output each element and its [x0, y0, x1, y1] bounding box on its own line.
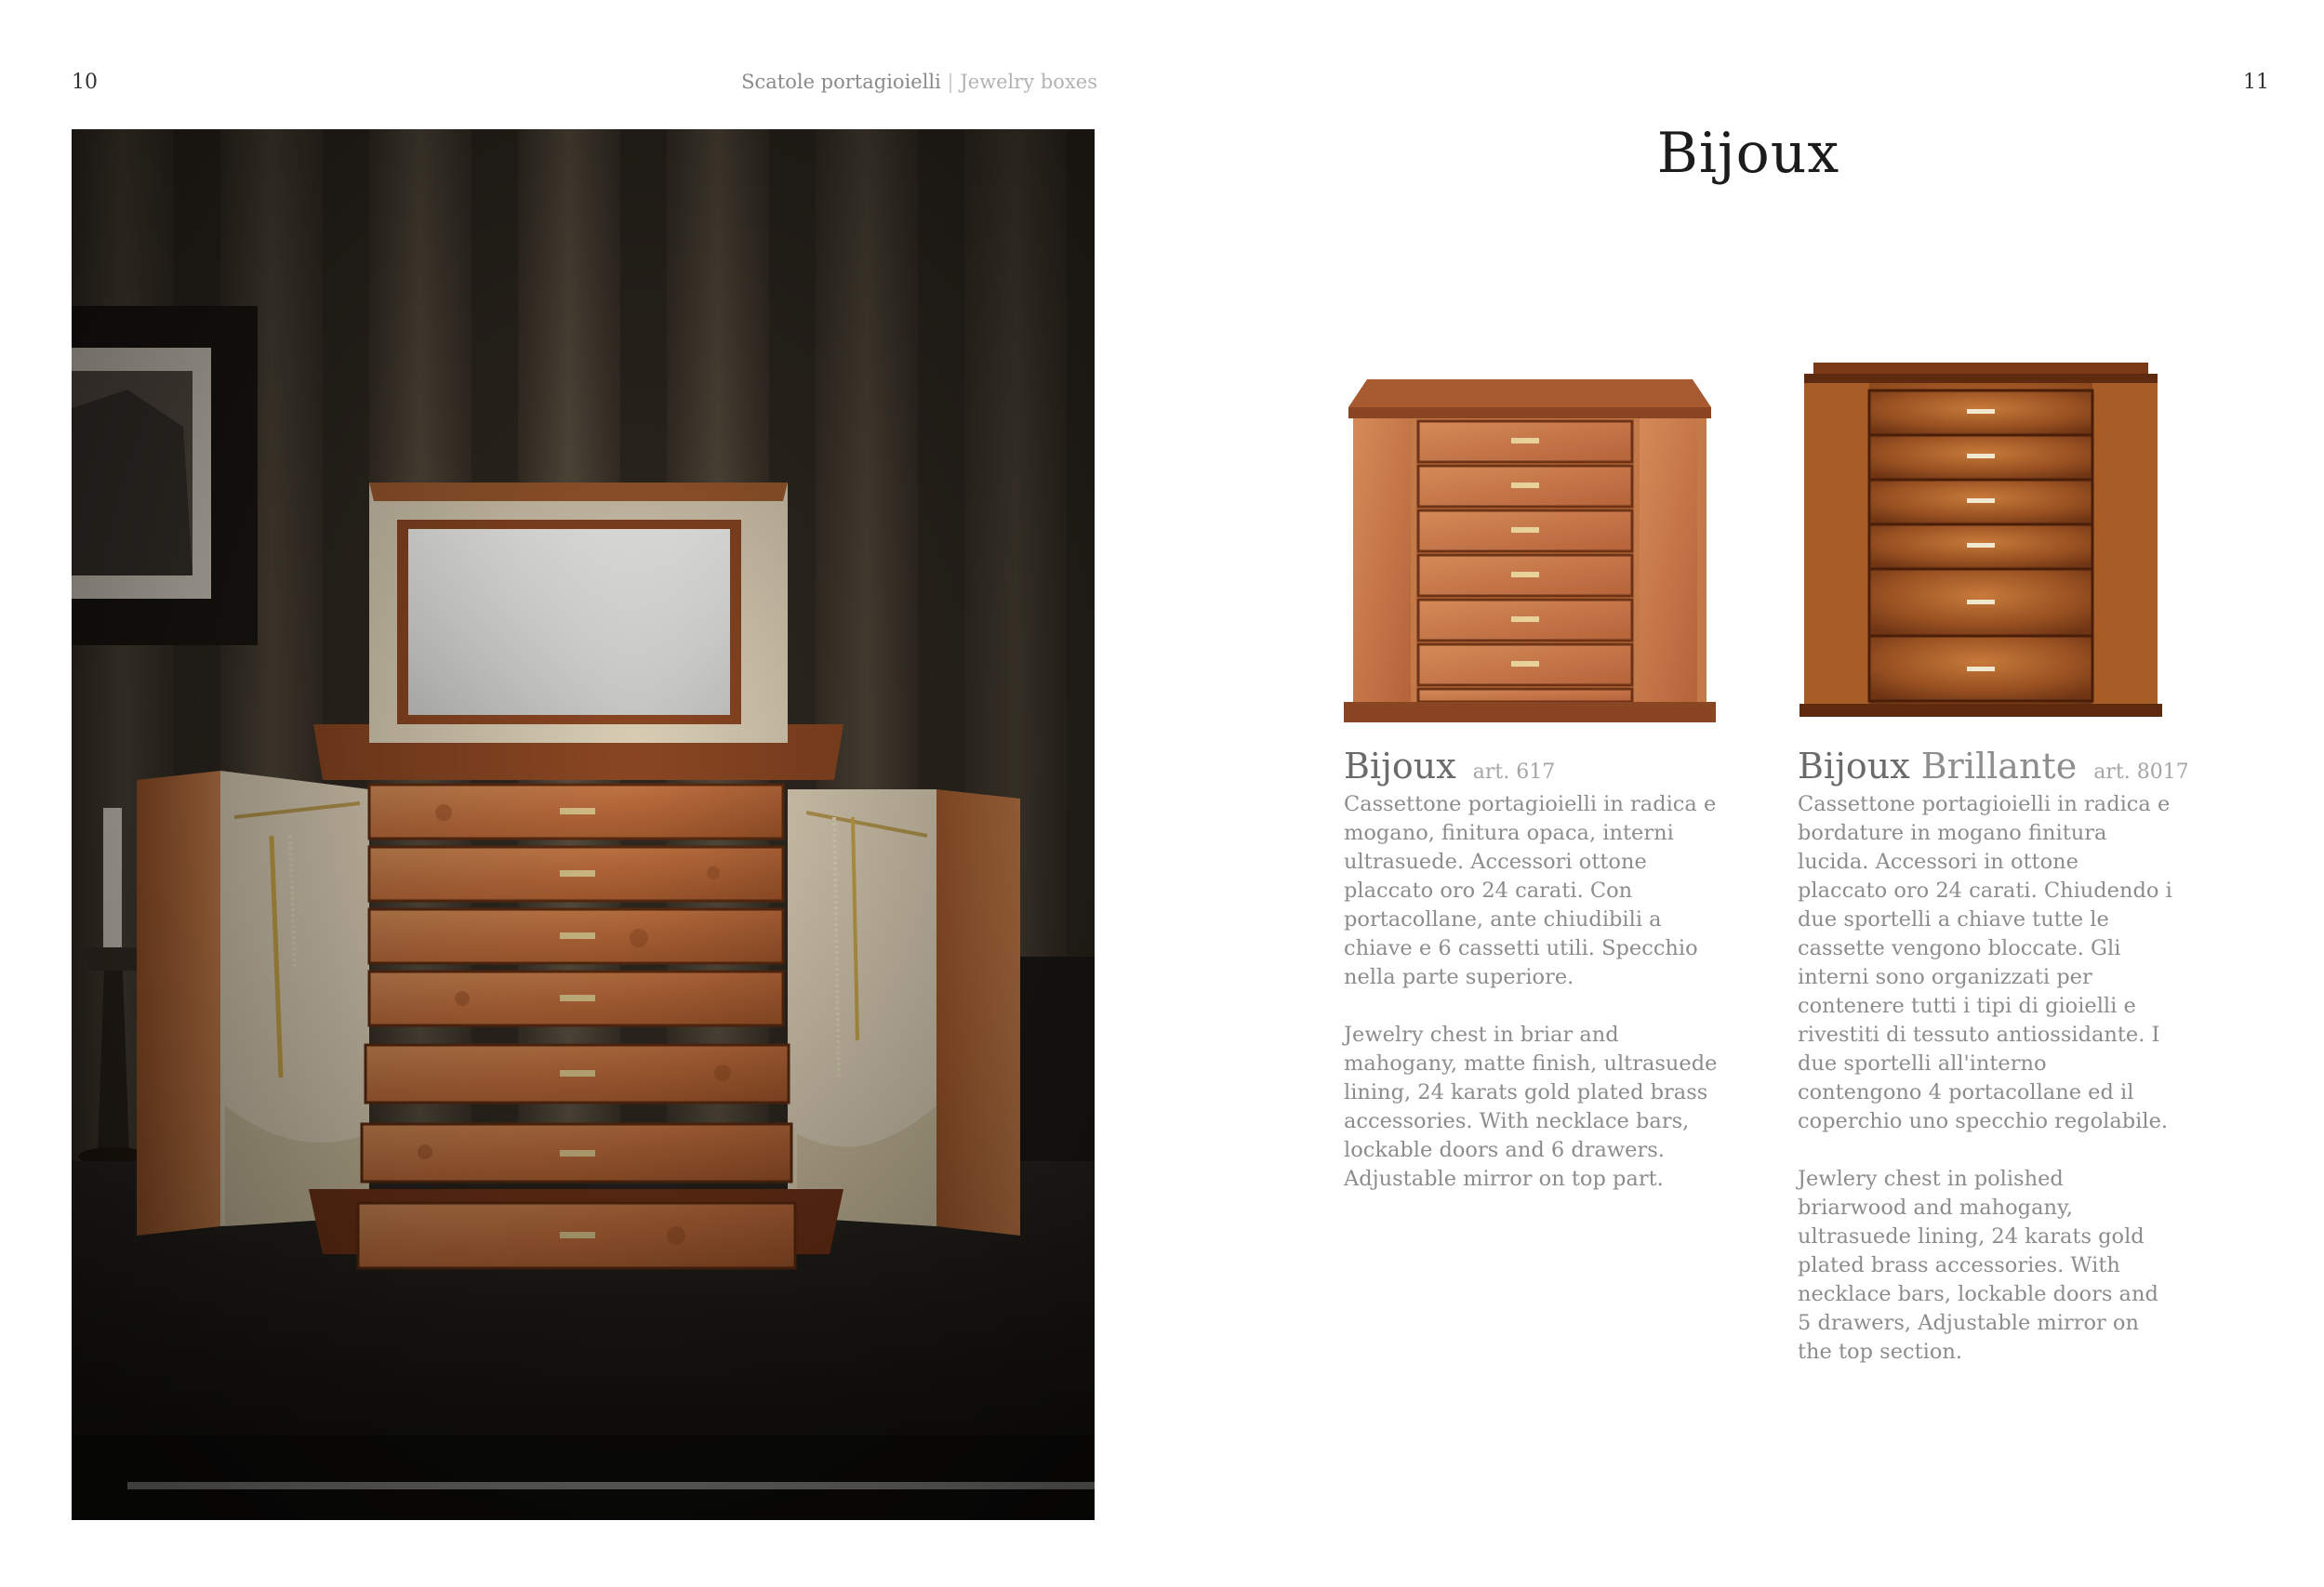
section-title-it: Scatole portagioielli [741, 71, 941, 93]
section-separator: | [947, 71, 954, 93]
product-name: Bijoux [1798, 746, 1910, 787]
description-italian: Cassettone portagioielli in radica e mogano, finitura opaca, interni ultrasuede. Accessori ottone placcato oro 24 carati. Con portacollane, ante chiudibili a chiave e 6 cassetti utili. Specchio nella parte superiore. [1344, 792, 1717, 989]
product-name-bijoux [1344, 746, 1555, 787]
product-name: Bijoux [1344, 746, 1456, 787]
page-title: Bijoux [1656, 121, 1840, 186]
left-page-number: 10 [72, 71, 98, 94]
product-name-bijoux-brillante [1798, 746, 2189, 787]
open-jewelry-chest-photo [72, 129, 1095, 1520]
product-subname: Brillante [1920, 746, 2078, 787]
product-description-bijoux [1344, 790, 1720, 1223]
product-art-number: art. 617 [1472, 760, 1556, 784]
jewelry-chest-matte-image [1344, 356, 1716, 733]
product-description-bijoux-brillante [1798, 790, 2174, 1395]
product-art-number: art. 8017 [2093, 760, 2189, 784]
section-title-en: Jewelry boxes [960, 71, 1097, 93]
right-page-number: 11 [2243, 71, 2269, 94]
running-head [558, 71, 1097, 93]
description-english: Jewelry chest in briar and mahogany, matte finish, ultrasuede lining, 24 karats gold plated brass accessories. With necklace bars, lockable doors and 6 drawers. Adjustable mirror on top part. [1344, 1023, 1718, 1191]
jewelry-chest-polished-image [1799, 358, 2162, 730]
description-italian: Cassettone portagioielli in radica e bordature in mogano finitura lucida. Accessori in ottone placcato oro 24 carati. Chiudendo i due sportelli a chiave tutte le cassette vengono bloccate. Gli interni sono organizzati per contenere tutti i tipi di gioielli e rivestiti di tessuto antiossidante. I due sportelli all'interno contengono 4 portacollane ed il coperchio uno specchio regolabile. [1798, 792, 2172, 1133]
description-english: Jewlery chest in polished briarwood and mahogany, ultrasuede lining, 24 karats gold plated brass accessories. With necklace bars, lockable doors and 5 drawers, Adjustable mirror on the top section. [1798, 1167, 2158, 1364]
